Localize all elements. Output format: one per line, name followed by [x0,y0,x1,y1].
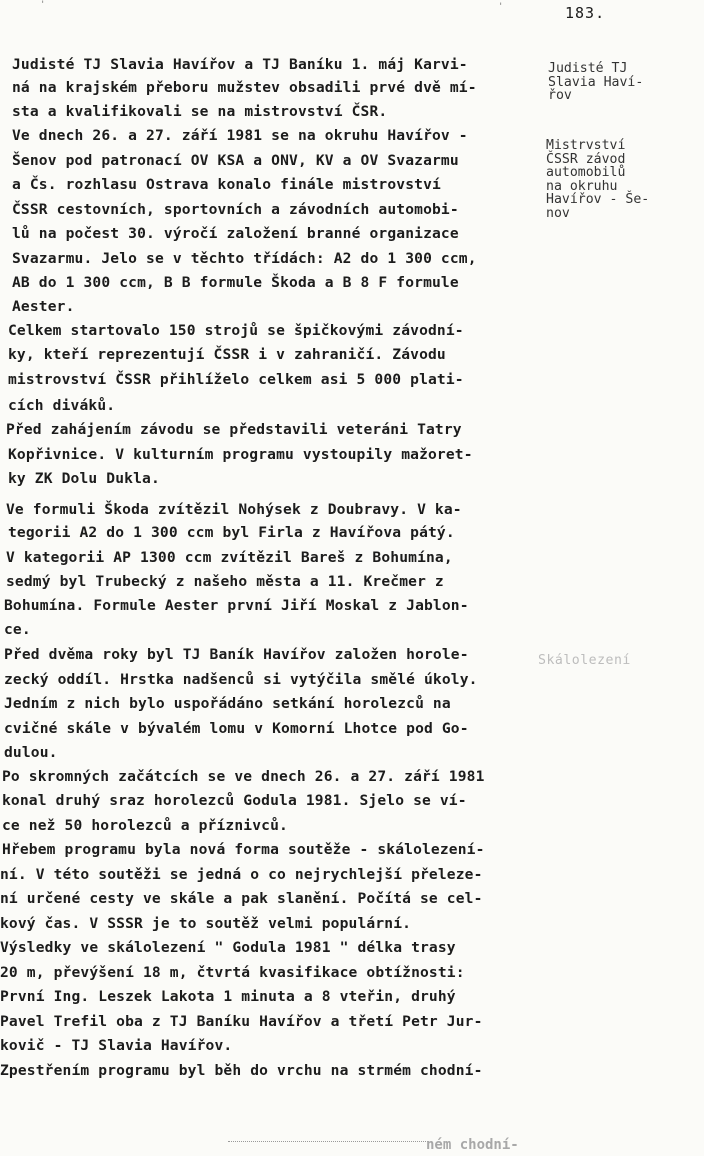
body-line: zecký oddíl. Hrstka nadšenců si vytýčila smělé úkoly. [4,671,478,688]
margin-note-judo: Judisté TJ Slavia Haví- řov [548,61,644,103]
body-line: ná na krajském přeboru mužstev obsadili prvé dvě mí- [12,79,477,96]
body-line: Po skromných začátcích se ve dnech 26. a 27. září 1981 [2,768,485,785]
body-line: 20 m, převýšení 18 m, čtvrtá kvasifikace obtížnosti: [0,964,465,981]
body-line: tegorii A2 do 1 300 ccm byl Firla z Havířova pátý. [8,524,455,541]
body-line: Pavel Trefil oba z TJ Baníku Havířov a třetí Petr Jur- [0,1013,483,1030]
body-line: dulou. [4,744,58,761]
body-line: sedmý byl Trubecký z našeho města a 11. Krečmer z [6,573,444,590]
page-number: 183. [565,4,606,22]
body-line: Hřebem programu byla nová forma soutěže - skálolezení- [2,841,485,858]
body-line: AB do 1 300 ccm, B B formule Škoda a B 8 F formule [12,274,459,291]
body-line: sta a kvalifikovali se na mistrovství ČSR. [12,103,388,120]
body-line: Jedním z nich bylo uspořádáno setkání horolezců na [4,695,451,712]
body-line: První Ing. Leszek Lakota 1 minuta a 8 vteřin, druhý [0,988,456,1005]
body-line: ky ZK Dolu Dukla. [8,470,160,487]
margin-note-autorace: Mistrvství ČSSR závod automobilů na okruhu Havířov - Še- nov [546,138,650,221]
bottom-bleedthrough [228,1134,704,1156]
body-line: ní určené cesty ve skále a pak slanění. Počítá se cel- [0,890,483,907]
body-line: Před dvěma roky byl TJ Baník Havířov založen horole- [4,646,469,663]
body-line: Celkem startovalo 150 strojů se špičkovými závodní- [8,322,464,339]
body-line: a Čs. rozhlasu Ostrava konalo finále mistrovství [12,176,441,193]
body-line: Výsledky ve skálolezení " Godula 1981 " délka trasy [0,939,456,956]
body-line: kovič - TJ Slavia Havířov. [0,1037,233,1054]
body-line: konal druhý sraz horolezců Godula 1981. Sjelo se ví- [2,792,467,809]
margin-note-climbing: Skálolezení [538,653,631,668]
body-line: Zpestřením programu byl běh do vrchu na strmém chodní- [0,1062,483,1079]
body-line: Aester. [12,298,75,315]
bottom-ghost-text: ném chodní- [426,1137,519,1153]
body-line: cích diváků. [8,397,116,414]
body-line: ce. [4,621,31,638]
body-line: Svazarmu. Jelo se v těchto třídách: A2 do 1 300 ccm, [12,250,477,267]
body-line: mistrovství ČSSR přihlíželo celkem asi 5 000 plati- [8,371,464,388]
body-line: lů na počest 30. výročí založení branné organizace [12,225,459,242]
edge-mark-right: ' [498,2,504,12]
body-line: Ve dnech 26. a 27. září 1981 se na okruhu Havířov - [12,127,468,144]
body-line: Kopřivnice. V kulturním programu vystoupily mažoret- [8,446,473,463]
body-line: Judisté TJ Slavia Havířov a TJ Baníku 1. máj Karvi- [12,56,468,73]
body-line: Šenov pod patronací OV KSA a ONV, KV a OV Svazarmu [12,152,459,169]
body-line: Ve formuli Škoda zvítězil Nohýsek z Doubravy. V ka- [6,501,462,518]
body-line: ky, kteří reprezentují ČSSR i v zahraničí. Závodu [8,346,446,363]
body-line: kový čas. V SSSR je to soutěž velmi populární. [0,915,412,932]
bottom-dotted-rule [228,1141,428,1142]
body-line: V kategorii AP 1300 ccm zvítězil Bareš z Bohumína, [6,549,453,566]
body-line: ce než 50 horolezců a příznivců. [2,817,288,834]
body-line: Bohumína. Formule Aester první Jiří Moskal z Jablon- [4,597,469,614]
edge-mark-left: ' [40,0,46,10]
body-line: ní. V této soutěži se jedná o co nejrychlejší přeleze- [0,866,483,883]
body-line: ČSSR cestovních, sportovních a závodních automobi- [12,201,459,218]
body-line: Před zahájením závodu se představili veteráni Tatry [6,421,462,438]
body-line: cvičné skále v bývalém lomu v Komorní Lhotce pod Go- [4,720,469,737]
